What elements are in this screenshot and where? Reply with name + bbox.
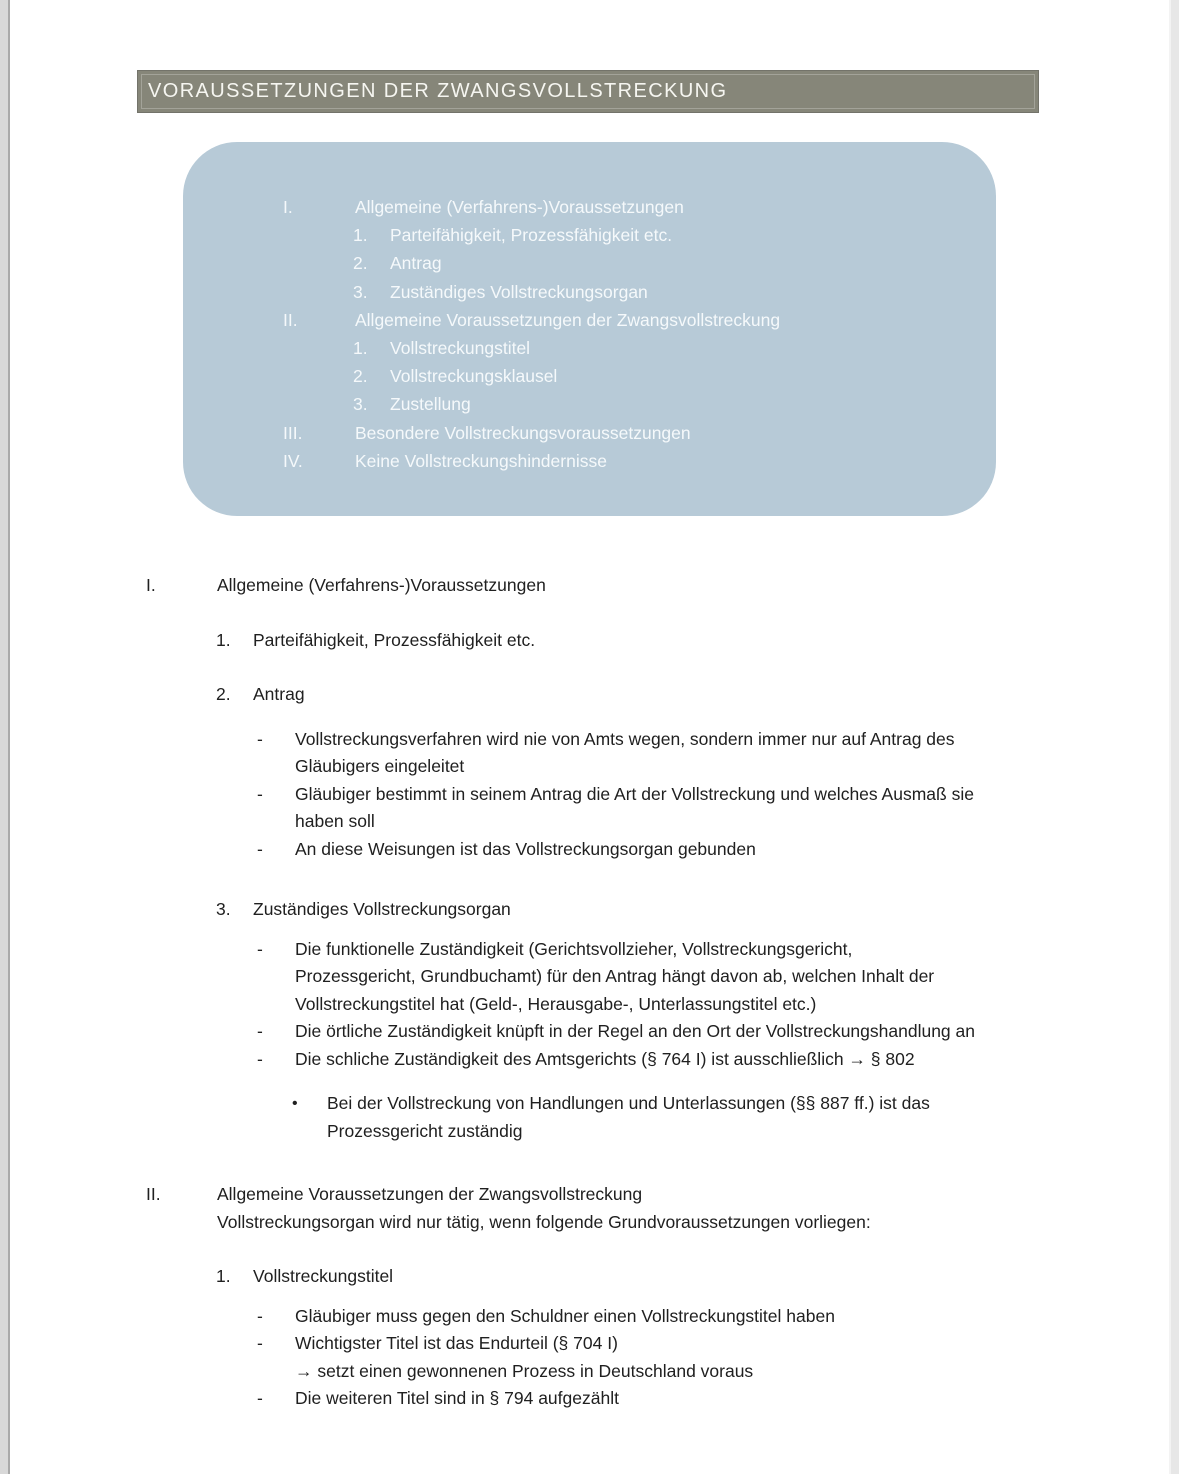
list-marker: - (257, 728, 263, 749)
list-marker: 1. (353, 338, 368, 359)
list-marker: - (257, 1333, 263, 1353)
overview-item (183, 249, 996, 277)
body-heading-roman (0, 1181, 1179, 1236)
list-marker: 2. (353, 253, 368, 274)
bullet-item-dash (0, 1018, 1179, 1046)
bullet-item-dash (0, 1330, 1179, 1385)
overview-item (183, 334, 996, 362)
list-marker: III. (283, 422, 303, 443)
overview-item (183, 419, 996, 447)
overview-item-text: Vollstreckungstitel (390, 338, 531, 359)
overview-item (183, 362, 996, 390)
body-heading-roman (0, 572, 1179, 600)
list-marker: - (257, 1388, 263, 1408)
list-marker: 1. (216, 629, 231, 650)
bullet-item-dash (0, 1046, 1179, 1074)
body-subheading-number (0, 1263, 1179, 1291)
document-body (0, 572, 1179, 1413)
bullet-item-dash (0, 836, 1179, 864)
list-marker: II. (146, 1184, 161, 1204)
body-text: Die weiteren Titel sind in § 794 aufgezählt (295, 1388, 619, 1408)
overview-item-text: Allgemeine (Verfahrens-)Voraussetzungen (355, 197, 684, 217)
overview-item-text: Parteifähigkeit, Prozessfähigkeit etc. (390, 225, 673, 246)
body-text: Die funktionelle Zuständigkeit (Gerichtsvollzieher, Vollstreckungsgericht, Prozessgericht, Grundbuchamt) für den Antrag hängt davon ab, welchen Inhalt der Vollstreckungstitel hat (Geld-, Herausgabe-, Unterlassungstitel etc.) (295, 938, 935, 1014)
bullet-item-dash (0, 726, 1179, 781)
overview-box (183, 142, 996, 516)
overview-item (183, 447, 996, 475)
body-text: Zuständiges Vollstreckungsorgan (253, 899, 511, 919)
title-bar (137, 70, 1039, 113)
body-text: Vollstreckungsverfahren wird nie von Amts wegen, sondern immer nur auf Antrag des Gläubigers eingeleitet (295, 728, 955, 776)
overview-item-text: Allgemeine Voraussetzungen der Zwangsvollstreckung (355, 309, 781, 330)
list-marker: 3. (353, 281, 368, 302)
body-subheading-number (0, 681, 1179, 709)
overview-item-text: Vollstreckungsklausel (390, 366, 558, 387)
list-marker: • (292, 1095, 298, 1112)
body-text: Allgemeine Voraussetzungen der Zwangsvollstreckung Vollstreckungsorgan wird nur tätig, wenn folgende Grundvoraussetzungen vorliegen: (217, 1184, 871, 1232)
overview-item (183, 221, 996, 249)
overview-item-text: Zuständiges Vollstreckungsorgan (390, 281, 648, 302)
overview-item-text: Antrag (390, 253, 442, 274)
bullet-item-dash (0, 781, 1179, 836)
overview-item (183, 390, 996, 418)
overview-item-text: Besondere Vollstreckungsvoraussetzungen (355, 422, 691, 443)
overview-item (183, 278, 996, 306)
body-text: Parteifähigkeit, Prozessfähigkeit etc. (253, 629, 536, 650)
body-subheading-number (0, 896, 1179, 924)
body-text: Gläubiger bestimmt in seinem Antrag die Art der Vollstreckung und welches Ausmaß sie haben soll (295, 783, 974, 831)
body-text: Die schliche Zuständigkeit des Amtsgerichts (§ 764 I) ist ausschließlich → § 802 (295, 1048, 915, 1069)
list-marker: - (257, 938, 263, 959)
list-marker: I. (146, 575, 156, 595)
list-marker: IV. (283, 450, 303, 471)
list-marker: 1. (216, 1266, 231, 1286)
list-marker: 2. (216, 684, 231, 704)
list-marker: 3. (216, 899, 231, 919)
body-text: Gläubiger muss gegen den Schuldner einen Vollstreckungstitel haben (295, 1305, 835, 1326)
list-marker: 2. (353, 366, 368, 387)
list-marker: 3. (353, 394, 368, 415)
overview-item (183, 193, 996, 221)
list-marker: - (257, 783, 263, 804)
body-text: Vollstreckungstitel (253, 1266, 394, 1286)
bullet-item-dot (0, 1090, 1179, 1145)
list-marker: 1. (353, 225, 368, 246)
list-marker: II. (283, 309, 298, 330)
body-text: Antrag (253, 684, 305, 704)
body-text: Bei der Vollstreckung von Handlungen und Unterlassungen (§§ 887 ff.) ist das Prozessgericht zuständig (327, 1093, 930, 1141)
overview-item-text: Keine Vollstreckungshindernisse (355, 450, 607, 471)
bullet-item-dash (0, 936, 1179, 1019)
body-text: Die örtliche Zuständigkeit knüpft in der Regel an den Ort der Vollstreckungshandlung an (295, 1021, 975, 1041)
body-text: An diese Weisungen ist das Vollstreckungsorgan gebunden (295, 838, 756, 859)
list-marker: - (257, 1305, 263, 1326)
list-marker: - (257, 838, 263, 859)
overview-item-text: Zustellung (390, 394, 471, 415)
body-text: Wichtigster Titel ist das Endurteil (§ 704 I) → setzt einen gewonnenen Prozess in Deutschland voraus (295, 1333, 754, 1381)
list-marker: I. (283, 197, 293, 217)
body-subheading-number (0, 627, 1179, 655)
list-marker: - (257, 1021, 263, 1041)
list-marker: - (257, 1048, 263, 1069)
bullet-item-dash (0, 1303, 1179, 1331)
page-title: VORAUSSETZUNGEN DER ZWANGSVOLLSTRECKUNG (148, 80, 728, 102)
overview-item (183, 306, 996, 334)
bullet-item-dash (0, 1385, 1179, 1413)
body-text: Allgemeine (Verfahrens-)Voraussetzungen (217, 575, 546, 595)
